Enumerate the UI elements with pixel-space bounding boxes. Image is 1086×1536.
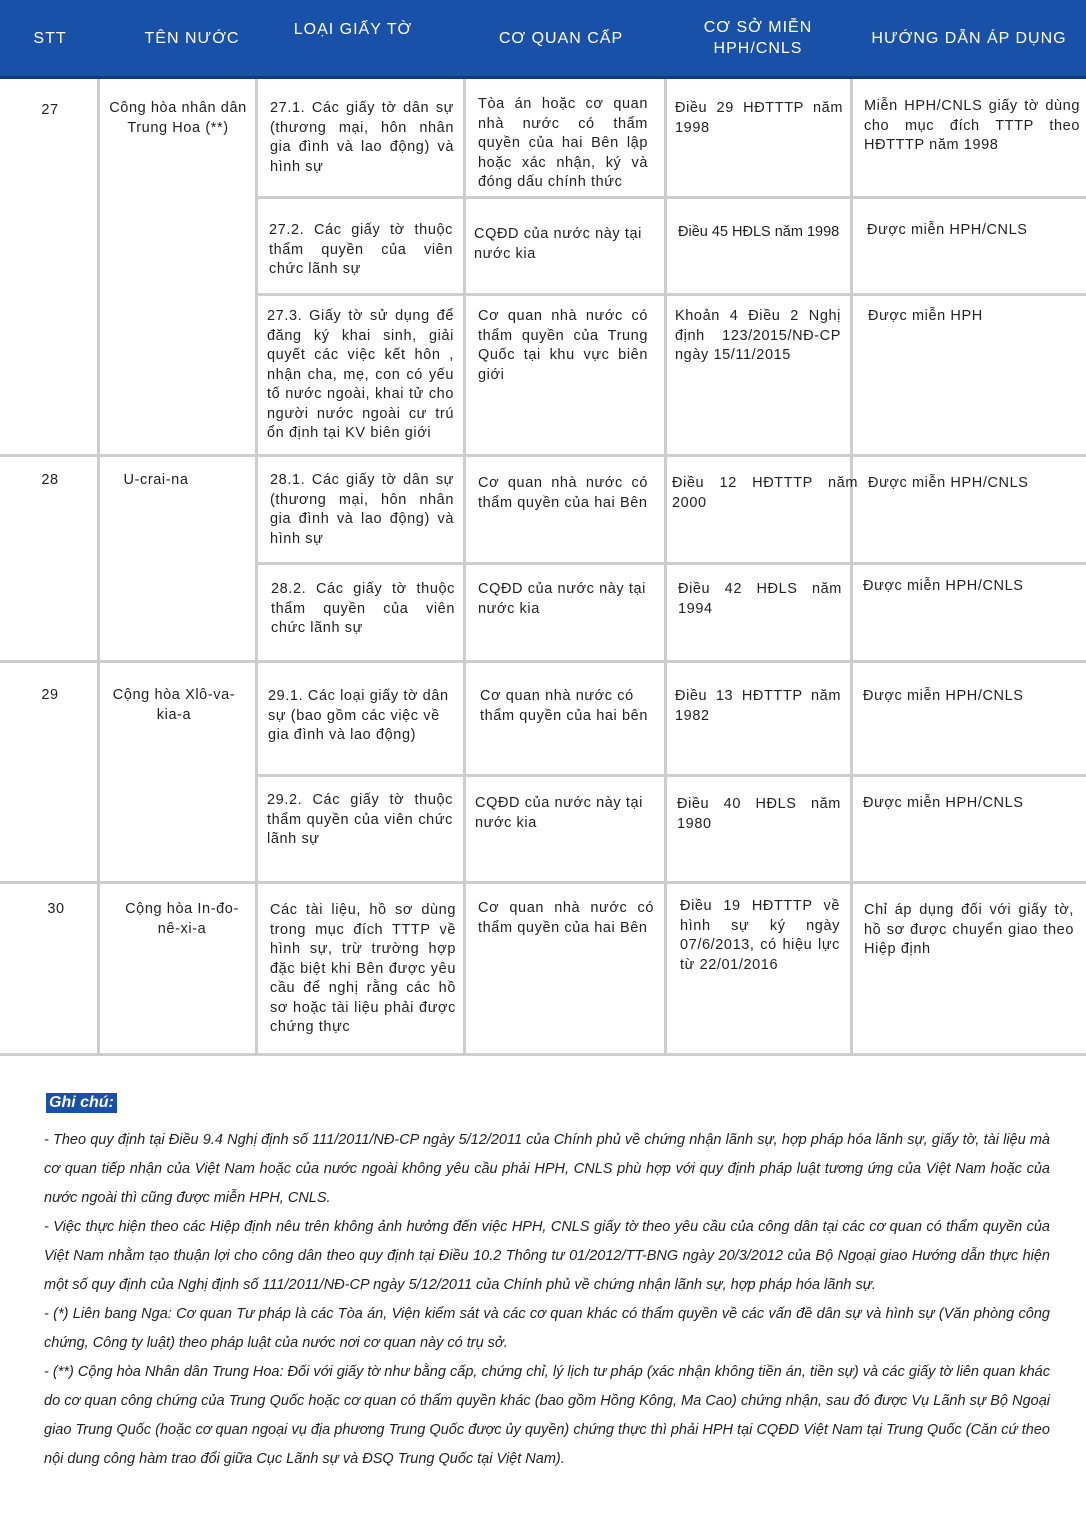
sub-row — [258, 457, 1086, 562]
row-country: Công hòa nhân dân Trung Hoa (**) — [109, 100, 247, 136]
basis: Điều 29 HĐTTTP năm 1998 — [675, 100, 843, 136]
agency: Cơ quan nhà nước có thẩm quyền của hai Bên — [478, 900, 654, 936]
notes-section — [44, 1093, 1054, 1467]
guide: Được miễn HPH/CNLS — [867, 222, 1028, 238]
guide: Được miễn HPH/CNLS — [868, 475, 1029, 491]
header-country: TÊN NƯỚC — [144, 29, 240, 47]
basis: Điều 12 HĐTTTP năm 2000 — [672, 475, 858, 511]
note-item: - Theo quy định tại Điều 9.4 Nghị định số 111/2011/NĐ-CP ngày 5/12/2011 của Chính phủ về chứng nhận lãnh sự, hợp pháp hóa lãnh sự, giấy tờ, tài liệu mà cơ quan tiếp nhận của Việt Nam hoặc của nước ngoài không yêu cầu phải HPH, CNLS phù hợp với quy định pháp luật tương ứng của Việt Nam hoặc của nước ngoài thì cũng được miễn HPH, CNLS. — [44, 1132, 1050, 1206]
row-country: U-crai-na — [123, 472, 189, 488]
doc-type: 28.1. Các giấy tờ dân sự (thương mại, hôn nhân gia đình và lao động) và hình sự — [270, 472, 454, 547]
basis: Điều 42 HĐLS năm 1994 — [678, 581, 842, 617]
sub-row — [258, 79, 1086, 196]
table-row — [0, 884, 1086, 1056]
guide: Được miễn HPH/CNLS — [863, 795, 1024, 811]
row-country: Cộng hòa Xlô-va-kia-a — [112, 687, 236, 723]
header-doc-type: LOẠI GIẤY TỜ — [293, 20, 413, 38]
guide: Chỉ áp dụng đối với giấy tờ, hồ sơ được chuyển giao theo Hiệp định — [864, 902, 1074, 957]
note-item: - Việc thực hiện theo các Hiệp định nêu trên không ảnh hưởng đến việc HPH, CNLS giấy tờ theo yêu cầu của công dân tại các cơ quan có thẩm quyền của Việt Nam nhằm tạo thuận lợi cho công dân theo quy định tại Điều 10.2 Thông tư 01/2012/TT-BNG ngày 20/3/2012 của Bộ Ngoại giao Hướng dẫn thực hiện một số quy định của Nghị định số 111/2011/NĐ-CP ngày 5/12/2011 của Chính phủ về chứng nhận lãnh sự, hợp pháp hóa lãnh sự. — [44, 1219, 1050, 1293]
agency: Cơ quan nhà nước có thẩm quyền của Trung Quốc tại khu vực biên giới — [478, 308, 648, 383]
doc-type: 27.3. Giấy tờ sử dụng để đăng ký khai sinh, giải quyết các việc kết hôn , nhận cha, mẹ, con có yếu tố nước ngoài, khai tử cho người nước ngoài cư trú ổn định tại KV biên giới — [267, 308, 454, 441]
notes-title: Ghi chú: — [46, 1093, 117, 1113]
agency: Cơ quan nhà nước có thẩm quyền của hai bên — [480, 688, 648, 724]
header-agency: CƠ QUAN CẤP — [498, 29, 624, 47]
header-guide: HƯỚNG DẪN ÁP DỤNG — [871, 29, 1067, 47]
doc-type: 29.1. Các loại giấy tờ dân sự (bao gồm các việc về gia đình và lao động) — [268, 688, 449, 743]
agency: CQĐD của nước này tại nước kia — [478, 581, 647, 617]
row-country: Cộng hòa In-đo-nê-xi-a — [125, 901, 239, 937]
row-stt: 29 — [41, 687, 59, 703]
agency: CQĐD của nước này tại nước kia — [474, 226, 643, 262]
sub-row — [258, 884, 1086, 1053]
row-stt: 30 — [47, 901, 65, 917]
guide: Được miễn HPH/CNLS — [863, 688, 1024, 704]
agency: Cơ quan nhà nước có thẩm quyền của hai Bên — [478, 475, 648, 511]
row-stt: 28 — [41, 472, 59, 488]
basis: Điều 19 HĐTTTP về hình sự ký ngày 07/6/2013, có hiệu lực từ 22/01/2016 — [680, 898, 840, 973]
table-header — [0, 0, 1086, 79]
basis: Khoản 4 Điều 2 Nghị định 123/2015/NĐ-CP ngày 15/11/2015 — [675, 308, 841, 363]
sub-row — [258, 293, 1086, 457]
sub-row — [258, 663, 1086, 774]
row-stt: 27 — [41, 102, 59, 118]
table-row — [0, 663, 1086, 884]
basis: Điều 45 HĐLS năm 1998 — [678, 224, 840, 240]
header-basis: CƠ SỞ MIỄN HPH/CNLS — [703, 19, 813, 57]
doc-type: 28.2. Các giấy tờ thuộc thẩm quyền của viên chức lãnh sự — [271, 581, 455, 636]
note-item: - (*) Liên bang Nga: Cơ quan Tư pháp là các Tòa án, Viện kiểm sát và các cơ quan khác có thẩm quyền về các vấn đề dân sự và hình sự (Văn phòng công chứng, Công ty luật) theo pháp luật của nước nơi cơ quan này có trụ sở. — [44, 1306, 1050, 1351]
doc-type: 27.1. Các giấy tờ dân sự (thương mại, hôn nhân gia đình và lao động) và hình sự — [270, 100, 454, 175]
doc-type: 29.2. Các giấy tờ thuộc thẩm quyền của viên chức lãnh sự — [267, 792, 453, 847]
table-row — [0, 457, 1086, 663]
header-stt: STT — [33, 29, 67, 47]
sub-row — [258, 196, 1086, 296]
table-row — [0, 79, 1086, 457]
note-item: - (**) Cộng hòa Nhân dân Trung Hoa: Đối với giấy tờ như bằng cấp, chứng chỉ, lý lịch tư pháp (xác nhận không tiền án, tiền sự) và các giấy tờ liên quan khác do cơ quan công chứng của Trung Quốc hoặc cơ quan có thẩm quyền khác (bao gồm Hồng Kông, Ma Cao) chứng nhận, sau đó được Vụ Lãnh sự Bộ Ngoại giao Trung Quốc (hoặc cơ quan ngoại vụ địa phương Trung Quốc được ủy quyền) chứng thực thì phải HPH tại CQĐD Việt Nam tại Trung Quốc (Căn cứ theo nội dung công hàm trao đổi giữa Cục Lãnh sự và ĐSQ Trung Quốc tại Việt Nam). — [44, 1364, 1050, 1467]
agency: Tòa án hoặc cơ quan nhà nước có thẩm quyền của hai Bên lập hoặc xác nhận, ký và đóng dấu chính thức — [478, 96, 648, 190]
agency: CQĐD của nước này tại nước kia — [475, 795, 644, 831]
sub-row — [258, 562, 1086, 663]
basis: Điều 13 HĐTTTP năm 1982 — [675, 688, 841, 724]
guide: Được miễn HPH/CNLS — [863, 578, 1024, 594]
doc-type: 27.2. Các giấy tờ thuộc thẩm quyền của viên chức lãnh sự — [269, 222, 453, 277]
guide: Miễn HPH/CNLS giấy tờ dùng cho mục đích TTTP theo HĐTTTP năm 1998 — [864, 98, 1080, 153]
sub-row — [258, 774, 1086, 884]
basis: Điều 40 HĐLS năm 1980 — [677, 796, 841, 832]
guide: Được miễn HPH — [868, 308, 983, 324]
doc-type: Các tài liệu, hồ sơ dùng trong mục đích TTTP về hình sự, trừ trường hợp đặc biệt khi Bên được yêu cầu để nghị rằng các hồ sơ hoặc tài liệu phải được chứng thực — [270, 902, 456, 1035]
